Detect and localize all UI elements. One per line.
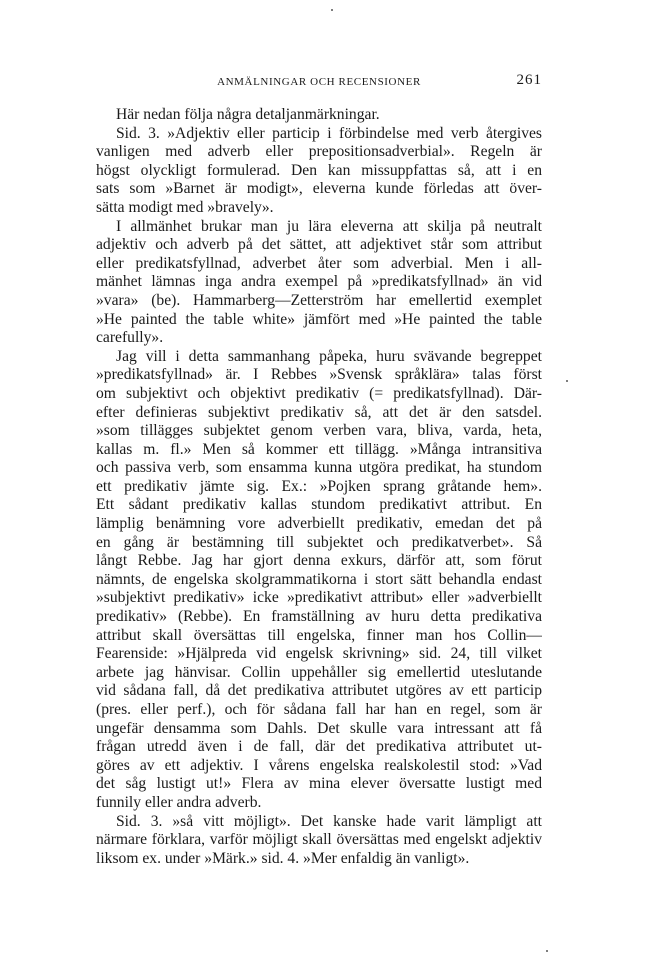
paragraph (96, 813, 542, 869)
text-line: sätta modigt med »bravely». (96, 198, 274, 216)
text-line: närmare förklara, varför möjligt skall översättas med engelskt adjektiv (96, 831, 542, 849)
text-line: »subjektivt predikativ» icke »predikativt attribut» eller »adverbiellt (96, 589, 542, 607)
text-line: lämplig benämning vore adverbiellt predikativ, emedan det på (96, 515, 542, 533)
text-line: »predikatsfyllnad» är. I Rebbes »Svensk språklära» talas först (96, 366, 542, 384)
page-number: 261 (516, 72, 542, 88)
text-line: predikativ» (Rebbe). En framställning av huru detta predikativa (96, 608, 542, 626)
text-line: frågan utredd även i de fall, där det predikativa attributet ut- (96, 738, 542, 756)
text-line: mänhet lämnas inga andra exempel på »predikatsfyllnad» än vid (96, 273, 542, 291)
text-line: långt Rebbe. Jag har gjort denna exkurs, därför att, som förut (96, 552, 542, 570)
text-line: (pres. eller perf.), och för sådana fall har han en regel, som är (96, 701, 542, 718)
text-line: göres av ett adjektiv. I vårens engelska realskolestil stod: »Vad (96, 756, 542, 774)
text-line: det såg lustigt ut!» Flera av mina elever översatte lustigt med (96, 775, 542, 793)
text-line: attribut skall översättas till engelska, finner man hos Collin— (96, 626, 542, 644)
text-line: funnily eller andra adverb. (96, 793, 262, 811)
text-line: I allmänhet brukar man ju lära eleverna att skilja på neutralt (116, 217, 542, 235)
text-line: nämnts, de engelska skolgrammatikorna i stort sätt behandla endast (96, 570, 542, 588)
text-line: efter definieras subjektivt predikativ så, att det är den satsdel. (96, 403, 542, 421)
text-line: Fearenside: »Hjälpreda vid engelsk skrivning» sid. 24, till vilket (96, 645, 542, 663)
text-line: högst olyckligt formulerad. Den kan missuppfattas så, att i en (96, 161, 542, 179)
text-line: eller predikatsfyllnad, adverbet åter som adverbial. Men i all- (96, 254, 542, 272)
paragraph (96, 125, 542, 218)
text-line: carefully». (96, 329, 164, 347)
text-line: sats som »Barnet är modigt», eleverna kunde förledas att över- (96, 180, 542, 198)
speck-mark (566, 380, 568, 382)
body-text (96, 106, 542, 868)
running-head: ANMÄLNINGAR OCH RECENSIONER (217, 76, 421, 88)
text-line: Ett sådant predikativ kallas stundom predikativt attribut. En (96, 496, 542, 514)
text-line: »He painted the table white» jämfört med »He painted the table (96, 310, 542, 328)
text-line: adjektiv och adverb på det sättet, att adjektivet står som attribut (96, 236, 542, 254)
text-line: vanligen med adverb eller prepositionsadverbial». Regeln är (96, 143, 542, 161)
text-line: liksom ex. under »Märk.» sid. 4. »Mer enfaldig än vanligt». (96, 849, 470, 867)
speck-mark (546, 950, 548, 952)
speck-mark (331, 9, 333, 11)
text-line: »som tillägges subjektet genom verben vara, bliva, varda, heta, (96, 422, 542, 440)
text-line: Sid. 3. »Adjektiv eller particip i förbindelse med verb återgives (116, 124, 542, 142)
text-line: Jag vill i detta sammanhang påpeka, huru svävande begreppet (116, 347, 542, 365)
text-line: Här nedan följa några detaljanmärkningar. (116, 106, 380, 123)
paragraph (96, 348, 542, 813)
text-line: kallas m. fl.» Men så kommer ett tillägg. »Många intransitiva (96, 440, 542, 458)
paragraph (96, 106, 542, 125)
text-line: om subjektivt och objektivt predikativ (= predikatsfyllnad). Där- (96, 384, 542, 402)
text-line: vid sådana fall, då det predikativa attributet utgöres av ett particip (96, 682, 542, 700)
paragraph (96, 218, 542, 348)
text-line: Sid. 3. »så vitt möjligt». Det kanske hade varit lämpligt att (116, 812, 542, 830)
text-line: ett predikativ jämte sig. Ex.: »Pojken sprang gråtande hem». (96, 477, 542, 495)
text-line: och passiva verb, som ensamma kunna utgöra predikat, ha stundom (96, 459, 542, 477)
text-line: arbete jag hänvisar. Collin uppehåller sig emellertid uteslutande (96, 663, 542, 681)
text-line: »vara» (be). Hammarberg—Zetterström har emellertid exemplet (96, 291, 542, 309)
text-line: ungefär densamma som Dahls. Det skulle vara intressant att få (96, 719, 542, 737)
text-line: en gång är bestämning till subjektet och predikatverbet». Så (96, 533, 542, 551)
page-header (96, 72, 542, 94)
